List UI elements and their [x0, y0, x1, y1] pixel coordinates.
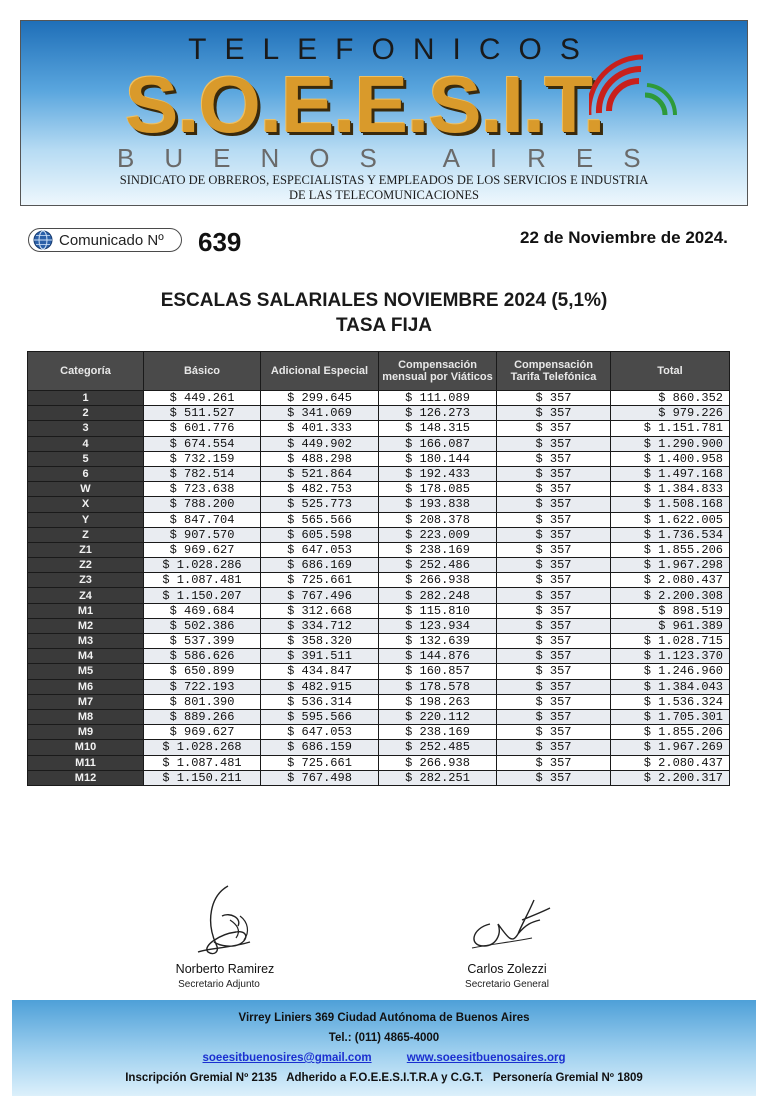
phone-rate-cell: $ 357 — [497, 512, 611, 527]
total-cell: $ 1.508.168 — [611, 497, 730, 512]
basic-cell: $ 601.776 — [144, 421, 261, 436]
basic-cell: $ 469.684 — [144, 603, 261, 618]
category-cell: M6 — [28, 679, 144, 694]
travel-cell: $ 220.112 — [379, 709, 497, 724]
special-cell: $ 725.661 — [261, 755, 379, 770]
footer-phone: Tel.: (011) 4865-4000 — [328, 1032, 440, 1044]
special-cell: $ 647.053 — [261, 542, 379, 557]
basic-cell: $ 907.570 — [144, 527, 261, 542]
category-cell: 2 — [28, 406, 144, 421]
travel-cell: $ 238.169 — [379, 725, 497, 740]
travel-cell: $ 115.810 — [379, 603, 497, 618]
travel-cell: $ 166.087 — [379, 436, 497, 451]
footer-registration: Inscripción Gremial Nº 2135 Adherido a F.O.E.E.S.I.T.R.A y C.G.T. Personería Gremial Nº 1809 — [125, 1072, 643, 1084]
special-cell: $ 565.566 — [261, 512, 379, 527]
special-cell: $ 334.712 — [261, 618, 379, 633]
total-cell: $ 1.536.324 — [611, 694, 730, 709]
travel-cell: $ 160.857 — [379, 664, 497, 679]
travel-cell: $ 180.144 — [379, 451, 497, 466]
basic-cell: $ 537.399 — [144, 634, 261, 649]
special-cell: $ 401.333 — [261, 421, 379, 436]
table-row — [28, 603, 730, 618]
globe-icon — [33, 230, 53, 250]
column-header-travel: Compensación mensual por Viáticos — [379, 352, 497, 391]
phone-rate-cell: $ 357 — [497, 740, 611, 755]
special-cell: $ 605.598 — [261, 527, 379, 542]
header-banner — [20, 20, 748, 206]
phone-rate-cell: $ 357 — [497, 664, 611, 679]
basic-cell: $ 449.261 — [144, 391, 261, 406]
special-cell: $ 488.298 — [261, 451, 379, 466]
signatory-name-1: Norberto Ramirez — [175, 962, 275, 976]
total-cell: $ 1.705.301 — [611, 709, 730, 724]
table-row — [28, 436, 730, 451]
table-row — [28, 573, 730, 588]
phone-rate-cell: $ 357 — [497, 588, 611, 603]
union-full-name-line1: SINDICATO DE OBREROS, ESPECIALISTAS Y EMPLEADOS DE LOS SERVICIOS E INDUSTRIA — [119, 173, 649, 187]
special-cell: $ 725.661 — [261, 573, 379, 588]
total-cell: $ 1.384.043 — [611, 679, 730, 694]
phone-rate-cell: $ 357 — [497, 709, 611, 724]
basic-cell: $ 650.899 — [144, 664, 261, 679]
phone-rate-cell: $ 357 — [497, 649, 611, 664]
phone-rate-cell: $ 357 — [497, 618, 611, 633]
column-header-category: Categoría — [28, 352, 144, 391]
salary-table — [27, 351, 730, 786]
phone-rate-cell: $ 357 — [497, 558, 611, 573]
total-cell: $ 1.736.534 — [611, 527, 730, 542]
footer — [12, 1000, 756, 1096]
union-logo-text: S.O.E.E.S.I.T. — [125, 60, 605, 149]
table-row — [28, 466, 730, 481]
table-row — [28, 451, 730, 466]
special-cell: $ 299.645 — [261, 391, 379, 406]
phone-rate-cell: $ 357 — [497, 679, 611, 694]
basic-cell: $ 1.150.211 — [144, 770, 261, 785]
special-cell: $ 686.169 — [261, 558, 379, 573]
signatory-name-2: Carlos Zolezzi — [467, 962, 547, 976]
phone-rate-cell: $ 357 — [497, 436, 611, 451]
special-cell: $ 312.668 — [261, 603, 379, 618]
phone-rate-cell: $ 357 — [497, 725, 611, 740]
travel-cell: $ 178.578 — [379, 679, 497, 694]
total-cell: $ 1.855.206 — [611, 725, 730, 740]
table-row — [28, 679, 730, 694]
category-cell: M1 — [28, 603, 144, 618]
total-cell: $ 2.200.308 — [611, 588, 730, 603]
column-header-phone-rate: Compensación Tarifa Telefónica — [497, 352, 611, 391]
communique-number: 639 — [198, 227, 242, 257]
phone-rate-cell: $ 357 — [497, 406, 611, 421]
basic-cell: $ 847.704 — [144, 512, 261, 527]
special-cell: $ 767.496 — [261, 588, 379, 603]
table-row — [28, 649, 730, 664]
basic-cell: $ 1.087.481 — [144, 755, 261, 770]
header-top-word: TELEFONICOS — [188, 33, 598, 66]
category-cell: Z — [28, 527, 144, 542]
travel-cell: $ 192.433 — [379, 466, 497, 481]
total-cell: $ 1.400.958 — [611, 451, 730, 466]
basic-cell: $ 586.626 — [144, 649, 261, 664]
basic-cell: $ 1.028.286 — [144, 558, 261, 573]
total-cell: $ 2.080.437 — [611, 755, 730, 770]
total-cell: $ 1.028.715 — [611, 634, 730, 649]
total-cell: $ 1.967.298 — [611, 558, 730, 573]
special-cell: $ 767.498 — [261, 770, 379, 785]
total-cell: $ 961.389 — [611, 618, 730, 633]
special-cell: $ 358.320 — [261, 634, 379, 649]
special-cell: $ 449.902 — [261, 436, 379, 451]
category-cell: M4 — [28, 649, 144, 664]
column-header-special: Adicional Especial — [261, 352, 379, 391]
table-row — [28, 512, 730, 527]
travel-cell: $ 111.089 — [379, 391, 497, 406]
footer-email-link[interactable]: soeesitbuenosires@gmail.com — [202, 1052, 372, 1064]
phone-rate-cell: $ 357 — [497, 466, 611, 481]
basic-cell: $ 782.514 — [144, 466, 261, 481]
travel-cell: $ 266.938 — [379, 755, 497, 770]
total-cell: $ 1.384.833 — [611, 482, 730, 497]
phone-rate-cell: $ 357 — [497, 482, 611, 497]
communique-badge — [28, 228, 182, 252]
travel-cell: $ 223.009 — [379, 527, 497, 542]
signal-waves-icon — [589, 51, 679, 151]
category-cell: M3 — [28, 634, 144, 649]
table-row — [28, 527, 730, 542]
travel-cell: $ 193.838 — [379, 497, 497, 512]
phone-rate-cell: $ 357 — [497, 451, 611, 466]
signature-ramirez — [180, 882, 270, 962]
table-row — [28, 664, 730, 679]
travel-cell: $ 126.273 — [379, 406, 497, 421]
phone-rate-cell: $ 357 — [497, 694, 611, 709]
basic-cell: $ 732.159 — [144, 451, 261, 466]
union-full-name — [21, 173, 747, 203]
travel-cell: $ 208.378 — [379, 512, 497, 527]
table-row — [28, 770, 730, 785]
travel-cell: $ 252.485 — [379, 740, 497, 755]
travel-cell: $ 238.169 — [379, 542, 497, 557]
special-cell: $ 482.753 — [261, 482, 379, 497]
special-cell: $ 434.847 — [261, 664, 379, 679]
special-cell: $ 686.159 — [261, 740, 379, 755]
basic-cell: $ 502.386 — [144, 618, 261, 633]
travel-cell: $ 282.248 — [379, 588, 497, 603]
travel-cell: $ 198.263 — [379, 694, 497, 709]
footer-website-link[interactable]: www.soeesitbuenosaires.org — [406, 1052, 566, 1064]
category-cell: 1 — [28, 391, 144, 406]
table-row — [28, 391, 730, 406]
phone-rate-cell: $ 357 — [497, 527, 611, 542]
special-cell: $ 341.069 — [261, 406, 379, 421]
signatory-role-1: Secretario Adjunto — [178, 979, 260, 990]
basic-cell: $ 788.200 — [144, 497, 261, 512]
column-header-basic: Básico — [144, 352, 261, 391]
category-cell: M10 — [28, 740, 144, 755]
total-cell: $ 2.200.317 — [611, 770, 730, 785]
travel-cell: $ 266.938 — [379, 573, 497, 588]
special-cell: $ 595.566 — [261, 709, 379, 724]
union-full-name-line2: DE LAS TELECOMUNICACIONES — [288, 188, 480, 202]
total-cell: $ 1.967.269 — [611, 740, 730, 755]
header-city: BUENOS AIRES — [117, 143, 671, 173]
phone-rate-cell: $ 357 — [497, 634, 611, 649]
total-cell: $ 1.497.168 — [611, 466, 730, 481]
phone-rate-cell: $ 357 — [497, 497, 611, 512]
category-cell: M11 — [28, 755, 144, 770]
travel-cell: $ 282.251 — [379, 770, 497, 785]
travel-cell: $ 252.486 — [379, 558, 497, 573]
total-cell: $ 2.080.437 — [611, 573, 730, 588]
phone-rate-cell: $ 357 — [497, 421, 611, 436]
category-cell: M7 — [28, 694, 144, 709]
basic-cell: $ 969.627 — [144, 542, 261, 557]
table-row — [28, 755, 730, 770]
signature-zolezzi — [462, 894, 552, 956]
special-cell: $ 482.915 — [261, 679, 379, 694]
basic-cell: $ 889.266 — [144, 709, 261, 724]
basic-cell: $ 723.638 — [144, 482, 261, 497]
travel-cell: $ 144.876 — [379, 649, 497, 664]
category-cell: Z3 — [28, 573, 144, 588]
table-row — [28, 634, 730, 649]
total-cell: $ 1.622.005 — [611, 512, 730, 527]
total-cell: $ 979.226 — [611, 406, 730, 421]
total-cell: $ 1.290.900 — [611, 436, 730, 451]
total-cell: $ 1.151.781 — [611, 421, 730, 436]
travel-cell: $ 178.085 — [379, 482, 497, 497]
category-cell: Z4 — [28, 588, 144, 603]
category-cell: Y — [28, 512, 144, 527]
table-row — [28, 618, 730, 633]
phone-rate-cell: $ 357 — [497, 542, 611, 557]
basic-cell: $ 801.390 — [144, 694, 261, 709]
travel-cell: $ 123.934 — [379, 618, 497, 633]
travel-cell: $ 132.639 — [379, 634, 497, 649]
special-cell: $ 647.053 — [261, 725, 379, 740]
total-cell: $ 1.123.370 — [611, 649, 730, 664]
category-cell: Z2 — [28, 558, 144, 573]
phone-rate-cell: $ 357 — [497, 573, 611, 588]
category-cell: 3 — [28, 421, 144, 436]
table-row — [28, 482, 730, 497]
table-row — [28, 709, 730, 724]
footer-links — [12, 1052, 756, 1064]
table-row — [28, 497, 730, 512]
table-body — [28, 391, 730, 786]
basic-cell: $ 1.150.207 — [144, 588, 261, 603]
communique-label: Comunicado Nº — [59, 231, 164, 249]
category-cell: 6 — [28, 466, 144, 481]
total-cell: $ 1.855.206 — [611, 542, 730, 557]
category-cell: M8 — [28, 709, 144, 724]
table-row — [28, 406, 730, 421]
basic-cell: $ 674.554 — [144, 436, 261, 451]
basic-cell: $ 511.527 — [144, 406, 261, 421]
phone-rate-cell: $ 357 — [497, 755, 611, 770]
category-cell: M5 — [28, 664, 144, 679]
phone-rate-cell: $ 357 — [497, 770, 611, 785]
table-row — [28, 588, 730, 603]
signatory-role-2: Secretario General — [465, 979, 549, 990]
special-cell: $ 536.314 — [261, 694, 379, 709]
table-row — [28, 558, 730, 573]
table-row — [28, 542, 730, 557]
category-cell: M12 — [28, 770, 144, 785]
category-cell: 5 — [28, 451, 144, 466]
footer-address: Virrey Liniers 369 Ciudad Autónoma de Buenos Aires — [238, 1012, 530, 1024]
category-cell: X — [28, 497, 144, 512]
total-cell: $ 1.246.960 — [611, 664, 730, 679]
special-cell: $ 391.511 — [261, 649, 379, 664]
document-date: 22 de Noviembre de 2024. — [520, 228, 728, 247]
phone-rate-cell: $ 357 — [497, 603, 611, 618]
table-row — [28, 694, 730, 709]
category-cell: Z1 — [28, 542, 144, 557]
page-subtitle: TASA FIJA — [335, 315, 433, 336]
column-header-total: Total — [611, 352, 730, 391]
special-cell: $ 521.864 — [261, 466, 379, 481]
table-row — [28, 740, 730, 755]
category-cell: M9 — [28, 725, 144, 740]
table-header-row — [28, 352, 730, 391]
table-row — [28, 725, 730, 740]
basic-cell: $ 1.028.268 — [144, 740, 261, 755]
basic-cell: $ 969.627 — [144, 725, 261, 740]
table-row — [28, 421, 730, 436]
page-title: ESCALAS SALARIALES NOVIEMBRE 2024 (5,1%) — [160, 290, 608, 311]
special-cell: $ 525.773 — [261, 497, 379, 512]
total-cell: $ 898.519 — [611, 603, 730, 618]
total-cell: $ 860.352 — [611, 391, 730, 406]
basic-cell: $ 1.087.481 — [144, 573, 261, 588]
category-cell: M2 — [28, 618, 144, 633]
category-cell: 4 — [28, 436, 144, 451]
travel-cell: $ 148.315 — [379, 421, 497, 436]
basic-cell: $ 722.193 — [144, 679, 261, 694]
category-cell: W — [28, 482, 144, 497]
phone-rate-cell: $ 357 — [497, 391, 611, 406]
